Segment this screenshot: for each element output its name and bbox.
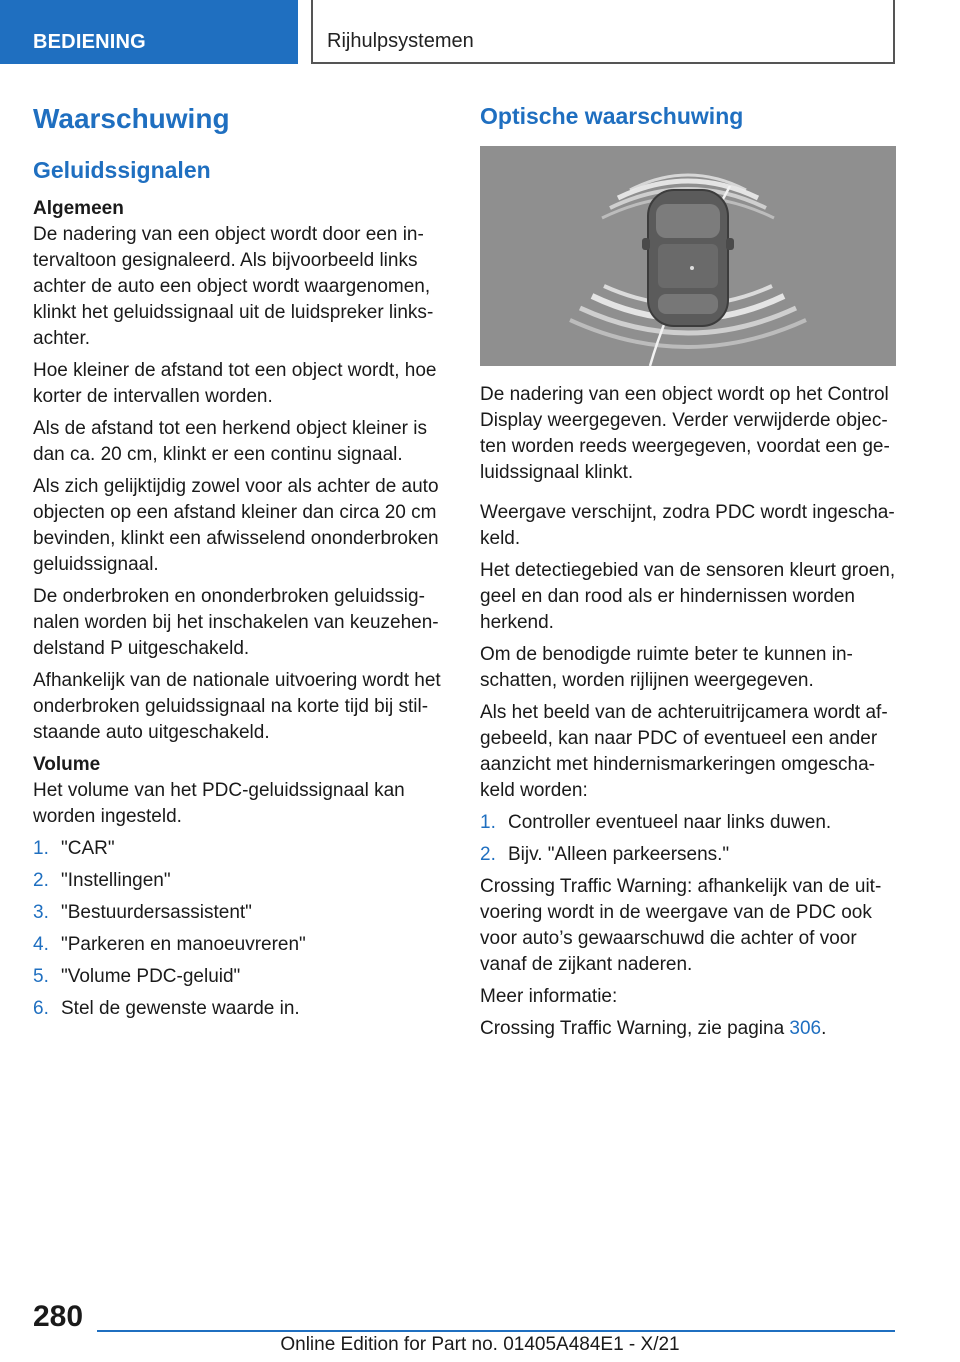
subheading-algemeen: Algemeen — [33, 198, 124, 219]
list-item — [33, 836, 445, 862]
reference-end: . — [821, 1018, 827, 1039]
step-number: 1. — [480, 812, 496, 833]
paragraph: Als het beeld van de achteruitrijcamera wordt afgebeeld, kan naar PDC of eventueel een ander aanzicht met hindernismarkeringen omgeschakeld worden: — [480, 702, 888, 801]
chapter-title: Rijhulpsystemen — [311, 0, 895, 64]
page-link-306[interactable]: 306 — [789, 1018, 822, 1039]
step-number: 2. — [480, 844, 496, 865]
step-text: "Volume PDC-geluid" — [61, 966, 241, 987]
car-sensor-image — [480, 146, 896, 366]
step-text: "Bestuurdersassistent" — [61, 902, 252, 923]
step-number: 2. — [33, 870, 49, 891]
list-item — [33, 868, 445, 894]
paragraph: De onderbroken en ononderbroken geluidssignalen worden bij het inschakelen van keuzehendelstand P uitgeschakeld. — [33, 586, 439, 659]
heading-waarschuwing: Waarschuwing — [33, 103, 230, 134]
pdc-display-illustration — [480, 146, 896, 366]
paragraph: Crossing Traffic Warning: afhankelijk van de uitvoering wordt in de weergave van de PDC ook voor auto’s gewaarschuwd die achter of voor vanaf de zijkant naderen. — [480, 876, 882, 975]
list-item — [480, 810, 896, 836]
step-number: 3. — [33, 902, 49, 923]
list-item — [33, 932, 445, 958]
step-text: "Instellingen" — [61, 870, 171, 891]
paragraph: Als zich gelijktijdig zowel voor als achter de auto objecten op een afstand kleiner dan circa 20 cm bevinden, klinkt een afwisselend ononderbroken geluidssignaal. — [33, 476, 439, 575]
volume-steps-list — [33, 836, 445, 1022]
pdc-steps-list — [480, 810, 896, 868]
paragraph: Om de benodigde ruimte beter te kunnen inschatten, worden rijlijnen weergegeven. — [480, 644, 853, 691]
step-number: 5. — [33, 966, 49, 987]
step-number: 4. — [33, 934, 49, 955]
paragraph: Weergave verschijnt, zodra PDC wordt ingeschakeld. — [480, 502, 895, 549]
reference-text: Crossing Traffic Warning, zie pagina — [480, 1018, 790, 1039]
cross-reference — [480, 1016, 896, 1042]
subheading-volume: Volume — [33, 754, 101, 775]
right-column — [480, 100, 896, 1048]
footer-edition: Online Edition for Part no. 01405A484E1 - X/21 — [280, 1334, 680, 1355]
paragraph: Het detectiegebied van de sensoren kleurt groen, geel en dan rood als er hindernissen worden herkend. — [480, 560, 896, 633]
section-tab: BEDIENING — [0, 0, 298, 64]
list-item — [33, 996, 445, 1022]
page-number: 280 — [33, 1300, 84, 1333]
step-text: "CAR" — [61, 838, 115, 859]
heading-geluidssignalen: Geluidssignalen — [33, 157, 211, 183]
list-item — [33, 900, 445, 926]
step-number: 1. — [33, 838, 49, 859]
paragraph: Hoe kleiner de afstand tot een object wordt, hoe korter de intervallen worden. — [33, 360, 437, 407]
paragraph: Als de afstand tot een herkend object kleiner is dan ca. 20 cm, klinkt er een continu signaal. — [33, 418, 427, 465]
list-item — [33, 964, 445, 990]
paragraph: De nadering van een object wordt door een intervaltoon gesignaleerd. Als bijvoorbeeld links achter de auto een object wordt waargenomen, klinkt het geluidssignaal uit de luidspreker linksachter. — [33, 224, 434, 349]
paragraph: Afhankelijk van de nationale uitvoering wordt het onderbroken geluidssignaal na korte tijd bij stilstaande auto uitgeschakeld. — [33, 670, 441, 743]
step-text: "Parkeren en manoeuvreren" — [61, 934, 306, 955]
paragraph: Meer informatie: — [480, 986, 618, 1007]
step-text: Bijv. "Alleen parkeersens." — [508, 844, 730, 865]
step-text: Controller eventueel naar links duwen. — [508, 812, 832, 833]
list-item — [480, 842, 896, 868]
paragraph: De nadering van een object wordt op het Control Display weergegeven. Verder verwijderde objecten worden reeds weergegeven, voordat een geluidssignaal klinkt. — [480, 384, 890, 483]
left-column — [33, 100, 445, 1028]
step-text: Stel de gewenste waarde in. — [61, 998, 300, 1019]
heading-optische-waarschuwing: Optische waarschuwing — [480, 103, 744, 129]
paragraph: Het volume van het PDC-geluidssignaal kan worden ingesteld. — [33, 780, 405, 827]
footer-divider — [97, 1330, 895, 1332]
step-number: 6. — [33, 998, 49, 1019]
